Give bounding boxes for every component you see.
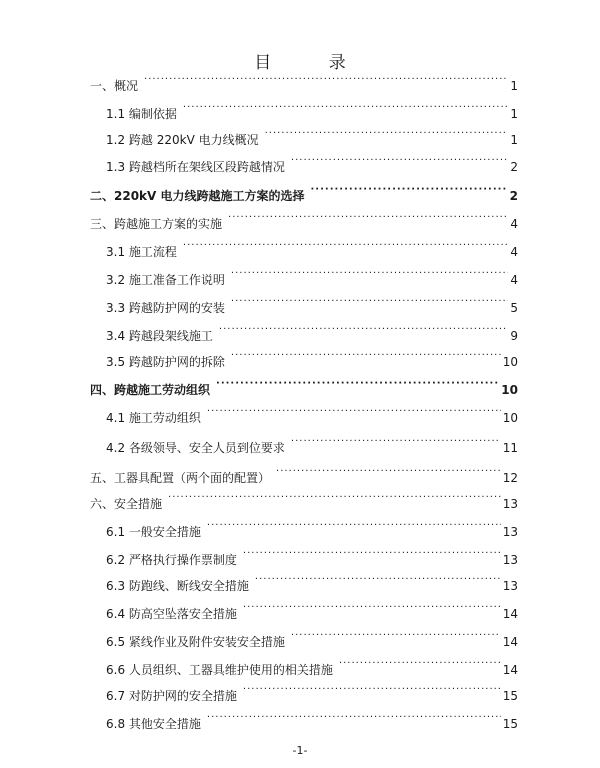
- dot-leader: [183, 240, 508, 256]
- toc-entry-label: 1.3 跨越档所在架线区段跨越情况: [106, 160, 285, 174]
- dot-leader: [228, 212, 508, 228]
- toc-entry-label: 6.7 对防护网的安全措施: [106, 689, 237, 703]
- toc-entry-page: 4: [510, 273, 518, 287]
- toc-entry[interactable]: [106, 268, 518, 288]
- toc-entry[interactable]: [90, 74, 518, 94]
- toc-entry-label: 一、概况: [90, 79, 139, 93]
- toc-entry-page: 12: [502, 471, 518, 485]
- toc-entry[interactable]: [90, 492, 518, 512]
- toc-entry-page: 15: [502, 717, 518, 731]
- toc-entry-label: 6.1 一般安全措施: [106, 525, 201, 539]
- dot-leader: [291, 155, 508, 171]
- dot-leader: [231, 268, 508, 284]
- toc-entry-label: 三、跨越施工方案的实施: [90, 217, 223, 231]
- toc-entry-label: 六、安全措施: [90, 497, 163, 511]
- dot-leader: [243, 548, 501, 564]
- dot-leader: [207, 712, 501, 728]
- toc-entry-label: 二、220kV 电力线跨越施工方案的选择: [90, 189, 305, 203]
- toc-entry-label: 4.1 施工劳动组织: [106, 411, 201, 425]
- toc-entry-page: 10: [502, 355, 518, 369]
- toc-entry-label: 6.5 紧线作业及附件安装安全措施: [106, 635, 285, 649]
- toc-entry-label: 五、工器具配置（两个面的配置）: [90, 471, 271, 485]
- toc-entry[interactable]: [90, 184, 518, 204]
- toc-entry[interactable]: [106, 128, 518, 148]
- toc-entry[interactable]: [106, 684, 518, 704]
- toc-entry-label: 6.4 防高空坠落安全措施: [106, 607, 237, 621]
- toc-entry[interactable]: [106, 574, 518, 594]
- toc-entry[interactable]: [106, 630, 518, 650]
- toc-entry[interactable]: [90, 212, 518, 232]
- toc-entry-label: 6.8 其他安全措施: [106, 717, 201, 731]
- toc-entry[interactable]: [106, 102, 518, 122]
- toc-entry-label: 6.2 严格执行操作票制度: [106, 553, 237, 567]
- toc-entry-label: 6.6 人员组织、工器具维护使用的相关措施: [106, 663, 333, 677]
- dot-leader: [219, 324, 508, 340]
- dot-leader: [276, 466, 501, 482]
- toc-entry-page: 13: [502, 525, 518, 539]
- toc-entry[interactable]: [106, 350, 518, 370]
- page-title: 目 录: [254, 53, 372, 73]
- toc-entry[interactable]: [106, 712, 518, 732]
- toc-entry-label: 4.2 各级领导、安全人员到位要求: [106, 441, 285, 455]
- dot-leader: [243, 602, 501, 618]
- toc-entry-page: 1: [510, 79, 518, 93]
- toc-entry-page: 13: [502, 497, 518, 511]
- toc-entry[interactable]: [90, 378, 518, 398]
- toc-entry[interactable]: [106, 436, 518, 456]
- toc-entry-page: 2: [510, 160, 518, 174]
- toc-entry-page: 4: [510, 217, 518, 231]
- toc-entry-page: 2: [509, 189, 518, 203]
- toc-entry-label: 3.5 跨越防护网的拆除: [106, 355, 225, 369]
- toc-entry-page: 13: [502, 553, 518, 567]
- dot-leader: [231, 350, 501, 366]
- dot-leader: [183, 102, 508, 118]
- toc-entry-page: 10: [501, 383, 518, 397]
- toc-entry[interactable]: [106, 240, 518, 260]
- toc-entry[interactable]: [106, 155, 518, 175]
- dot-leader: [311, 184, 508, 200]
- toc-entry[interactable]: [90, 466, 518, 486]
- toc-entry-page: 13: [502, 579, 518, 593]
- toc-entry-page: 14: [502, 663, 518, 677]
- dot-leader: [207, 520, 501, 536]
- dot-leader: [255, 574, 501, 590]
- dot-leader: [144, 74, 508, 90]
- dot-leader: [265, 128, 509, 144]
- dot-leader: [207, 406, 501, 422]
- toc-entry-page: 1: [510, 133, 518, 147]
- dot-leader: [243, 684, 501, 700]
- toc-entry-page: 9: [510, 329, 518, 343]
- toc-entry-label: 3.3 跨越防护网的安装: [106, 301, 225, 315]
- toc-entry[interactable]: [106, 602, 518, 622]
- toc-entry[interactable]: [106, 520, 518, 540]
- toc-entry-label: 四、跨越施工劳动组织: [90, 383, 211, 397]
- toc-entry-page: 11: [502, 441, 518, 455]
- toc-entry-page: 4: [510, 245, 518, 259]
- toc-entry-page: 5: [510, 301, 518, 315]
- toc-entry-page: 14: [502, 607, 518, 621]
- dot-leader: [168, 492, 501, 508]
- toc-entry-label: 3.2 施工准备工作说明: [106, 273, 225, 287]
- toc-entry-label: 1.2 跨越 220kV 电力线概况: [106, 133, 259, 147]
- dot-leader: [216, 378, 499, 394]
- toc-entry-page: 15: [502, 689, 518, 703]
- toc-entry[interactable]: [106, 548, 518, 568]
- dot-leader: [291, 630, 501, 646]
- toc-entry[interactable]: [106, 324, 518, 344]
- page-number-footer: -1-: [292, 744, 308, 757]
- toc-entry-label: 3.4 跨越段架线施工: [106, 329, 213, 343]
- toc-entry[interactable]: [106, 296, 518, 316]
- toc-entry-page: 10: [502, 411, 518, 425]
- dot-leader: [339, 658, 501, 674]
- dot-leader: [291, 436, 501, 452]
- toc-entry-label: 6.3 防跑线、断线安全措施: [106, 579, 249, 593]
- toc-entry-page: 14: [502, 635, 518, 649]
- toc-entry[interactable]: [106, 406, 518, 426]
- toc-entry-page: 1: [510, 107, 518, 121]
- toc-entry-label: 3.1 施工流程: [106, 245, 177, 259]
- dot-leader: [231, 296, 508, 312]
- toc-entry-label: 1.1 编制依据: [106, 107, 177, 121]
- toc-entry[interactable]: [106, 658, 518, 678]
